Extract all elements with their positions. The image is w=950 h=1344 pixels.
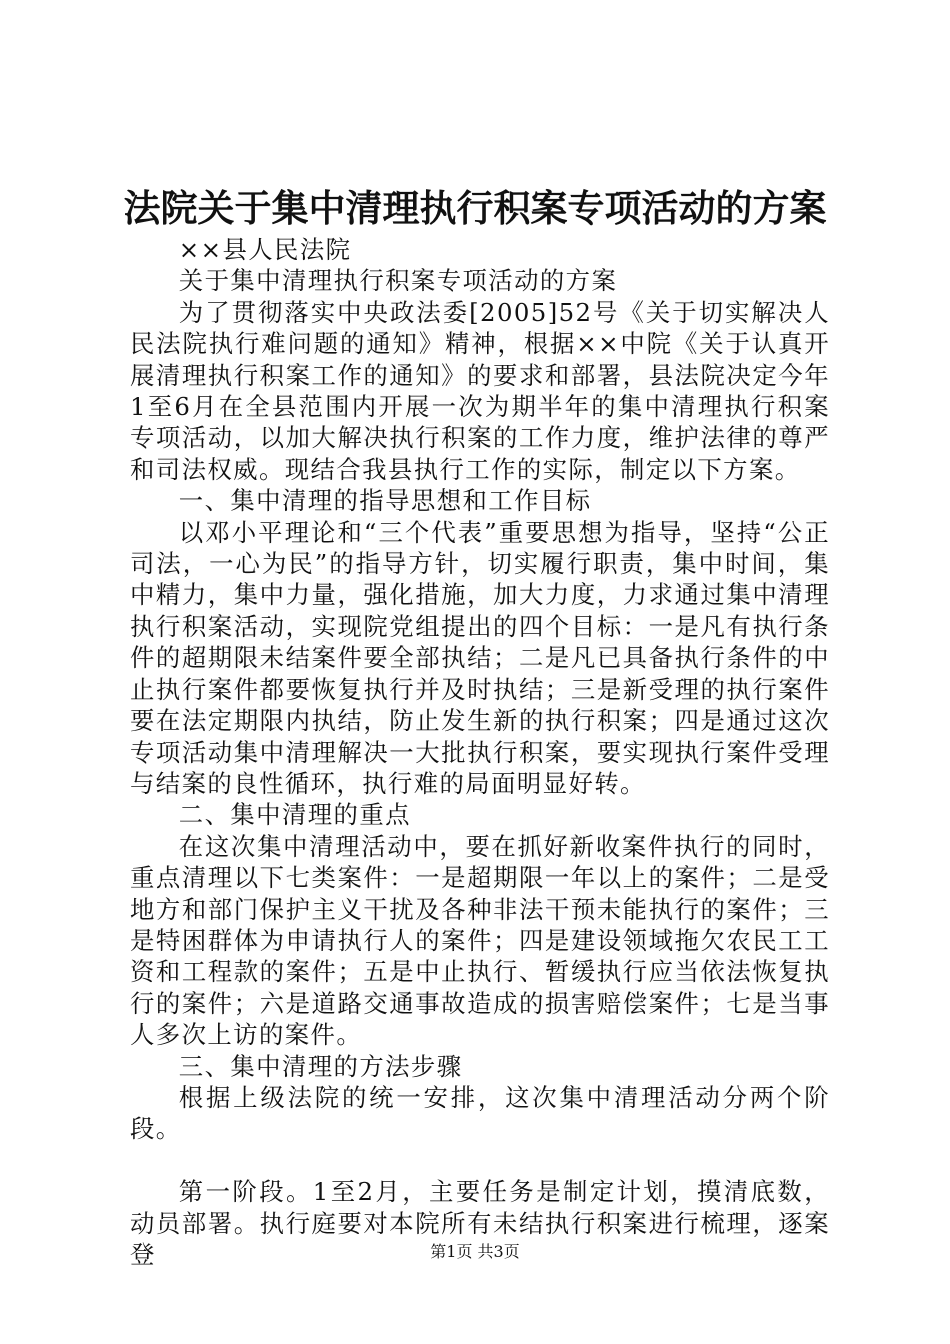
subtitle-line: 关于集中清理执行积案专项活动的方案 xyxy=(178,266,618,296)
paragraph-section-3: 根据上级法院的统一安排，这次集中清理活动分两个阶段。 xyxy=(130,1082,830,1144)
document-body xyxy=(130,234,830,1270)
paragraph-section-1: 以邓小平理论和“三个代表”重要思想为指导，坚持“公正司法，一心为民”的指导方针，切实履行职责，集中时间，集中精力，集中力量，强化措施，加大力度，力求通过集中清理执行积案活动，实现院党组提出的四个目标：一是凡有执行条件的超期限未结案件要全部执结；二是凡已具备执行条件的中止执行案件都要恢复执行并及时执结；三是新受理的执行案件要在法定期限内执结，防止发生新的执行积案；四是通过这次专项活动集中清理解决一大批执行积案，要实现执行案件受理与结案的良性循环，执行难的局面明显好转。 xyxy=(130,517,830,798)
paragraph-intro: 为了贯彻落实中央政法委[2005]52号《关于切实解决人民法院执行难问题的通知》精神，根据××中院《关于认真开展清理执行积案工作的通知》的要求和部署，县法院决定今年1至6月在全县范围内开展一次为期半年的集中清理执行积案专项活动，以加大解决执行积案的工作力度，维护法律的尊严和司法权威。现结合我县执行工作的实际，制定以下方案。 xyxy=(130,297,830,484)
paragraph-section-2: 在这次集中清理活动中，要在抓好新收案件执行的同时，重点清理以下七类案件：一是超期限一年以上的案件；二是受地方和部门保护主义干扰及各种非法干预未能执行的案件；三是特困群体为申请执行人的案件；四是建设领域拖欠农民工工资和工程款的案件；五是中止执行、暂缓执行应当依法恢复执行的案件；六是道路交通事故造成的损害赔偿案件；七是当事人多次上访的案件。 xyxy=(130,831,830,1050)
page-number-footer: 第1页 共3页 xyxy=(430,1242,520,1261)
document-title: 法院关于集中清理执行积案专项活动的方案 xyxy=(123,186,827,230)
section-heading-3: 三、集中清理的方法步骤 xyxy=(178,1051,463,1081)
paragraph-stage-1: 第一阶段。1至2月，主要任务是制定计划，摸清底数，动员部署。执行庭要对本院所有未结执行积案进行梳理，逐案登 xyxy=(130,1177,830,1269)
section-heading-2: 二、集中清理的重点 xyxy=(178,800,411,830)
section-heading-1: 一、集中清理的指导思想和工作目标 xyxy=(178,486,592,516)
court-name-line: ××县人民法院 xyxy=(178,235,352,264)
